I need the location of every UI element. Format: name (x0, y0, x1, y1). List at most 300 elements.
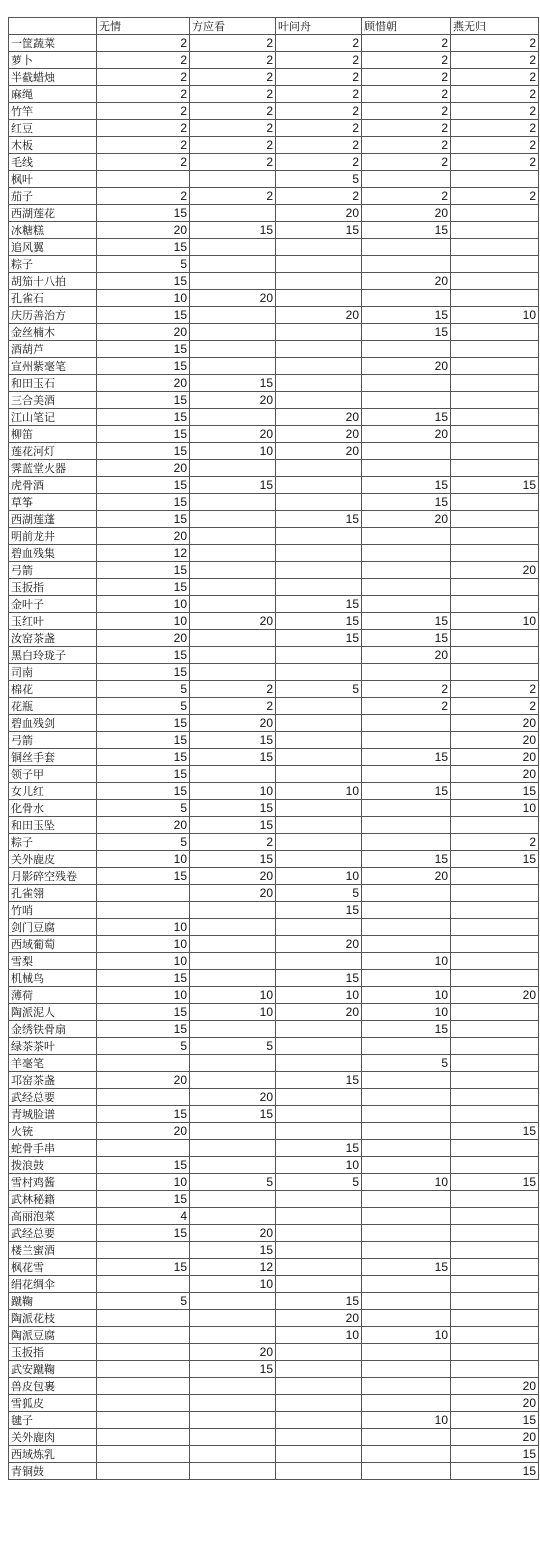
value-cell (97, 1089, 190, 1106)
value-cell: 15 (97, 494, 190, 511)
value-cell (97, 1327, 190, 1344)
value-cell: 20 (362, 273, 451, 290)
value-cell: 5 (190, 1174, 276, 1191)
table-row (9, 681, 539, 698)
table-row (9, 188, 539, 205)
value-cell (190, 630, 276, 647)
item-name-cell: 冰糖糕 (9, 222, 97, 239)
table-row (9, 1089, 539, 1106)
value-cell (276, 817, 362, 834)
table-row (9, 443, 539, 460)
value-cell: 4 (97, 1208, 190, 1225)
value-cell: 15 (97, 1191, 190, 1208)
item-name-cell: 西湖莲蓬 (9, 511, 97, 528)
value-cell: 5 (276, 885, 362, 902)
value-cell: 2 (362, 103, 451, 120)
value-cell (97, 1344, 190, 1361)
value-cell: 15 (190, 851, 276, 868)
value-cell (362, 715, 451, 732)
table-row (9, 817, 539, 834)
value-cell (276, 579, 362, 596)
value-cell (190, 1055, 276, 1072)
value-cell (451, 647, 539, 664)
value-cell: 5 (97, 800, 190, 817)
value-cell (190, 273, 276, 290)
value-cell: 2 (190, 86, 276, 103)
item-name-cell: 剑门豆腐 (9, 919, 97, 936)
table-row (9, 35, 539, 52)
value-cell: 15 (276, 511, 362, 528)
table-row (9, 664, 539, 681)
value-cell: 15 (362, 851, 451, 868)
value-cell (190, 1140, 276, 1157)
header-cell-yewenzhou: 叶问舟 (276, 18, 362, 35)
value-cell: 20 (190, 1344, 276, 1361)
value-cell: 15 (362, 409, 451, 426)
value-cell (190, 579, 276, 596)
item-name-cell: 女儿红 (9, 783, 97, 800)
value-cell: 2 (190, 120, 276, 137)
value-cell (276, 562, 362, 579)
table-row (9, 902, 539, 919)
value-cell: 2 (451, 137, 539, 154)
value-cell (362, 1429, 451, 1446)
value-cell: 20 (362, 426, 451, 443)
value-cell (276, 1208, 362, 1225)
value-cell (362, 239, 451, 256)
value-cell: 20 (362, 358, 451, 375)
value-cell (190, 409, 276, 426)
item-name-cell: 蹴鞠 (9, 1293, 97, 1310)
value-cell (190, 341, 276, 358)
value-cell: 15 (362, 1021, 451, 1038)
value-cell: 15 (362, 222, 451, 239)
table-row (9, 630, 539, 647)
table-row (9, 1361, 539, 1378)
value-cell (451, 1208, 539, 1225)
value-cell: 20 (97, 817, 190, 834)
value-cell: 15 (451, 783, 539, 800)
value-cell: 5 (97, 256, 190, 273)
value-cell: 20 (190, 885, 276, 902)
value-cell (276, 1123, 362, 1140)
value-cell: 5 (276, 171, 362, 188)
value-cell: 10 (276, 1157, 362, 1174)
value-cell (451, 392, 539, 409)
value-cell (362, 1072, 451, 1089)
value-cell (451, 1225, 539, 1242)
value-cell: 2 (190, 681, 276, 698)
item-name-cell: 茄子 (9, 188, 97, 205)
value-cell: 10 (97, 596, 190, 613)
value-cell: 20 (190, 426, 276, 443)
value-cell: 10 (276, 783, 362, 800)
value-cell (362, 732, 451, 749)
item-name-cell: 羊毫笔 (9, 1055, 97, 1072)
value-cell (451, 970, 539, 987)
value-cell: 2 (362, 188, 451, 205)
value-cell (451, 324, 539, 341)
value-cell: 10 (451, 307, 539, 324)
table-row (9, 171, 539, 188)
value-cell: 10 (97, 919, 190, 936)
table-row (9, 868, 539, 885)
item-name-cell: 碧血残剑 (9, 715, 97, 732)
value-cell (276, 1242, 362, 1259)
value-cell: 2 (190, 834, 276, 851)
value-cell (276, 273, 362, 290)
value-cell (451, 1259, 539, 1276)
value-cell (451, 1089, 539, 1106)
table-row (9, 392, 539, 409)
item-name-cell: 金叶子 (9, 596, 97, 613)
value-cell (276, 494, 362, 511)
value-cell: 2 (362, 681, 451, 698)
value-cell: 20 (451, 1429, 539, 1446)
value-cell: 15 (451, 1446, 539, 1463)
value-cell: 15 (190, 375, 276, 392)
value-cell (362, 375, 451, 392)
table-row (9, 375, 539, 392)
value-cell: 15 (190, 1106, 276, 1123)
table-row (9, 919, 539, 936)
value-cell: 20 (97, 460, 190, 477)
value-cell: 20 (190, 1225, 276, 1242)
value-cell (451, 664, 539, 681)
value-cell: 15 (97, 1157, 190, 1174)
value-cell (97, 1395, 190, 1412)
value-cell (362, 341, 451, 358)
value-cell: 2 (362, 35, 451, 52)
value-cell (362, 528, 451, 545)
value-cell: 15 (97, 783, 190, 800)
value-cell: 15 (190, 800, 276, 817)
value-cell: 2 (276, 103, 362, 120)
value-cell: 10 (97, 290, 190, 307)
value-cell: 2 (190, 35, 276, 52)
value-cell: 10 (362, 1174, 451, 1191)
value-cell (190, 664, 276, 681)
table-row (9, 749, 539, 766)
item-name-cell: 黑白玲珑子 (9, 647, 97, 664)
item-name-cell: 玉扳指 (9, 579, 97, 596)
value-cell: 15 (276, 222, 362, 239)
value-cell (190, 460, 276, 477)
table-row (9, 290, 539, 307)
item-name-cell: 铜丝手套 (9, 749, 97, 766)
value-cell: 20 (276, 936, 362, 953)
value-cell: 2 (451, 86, 539, 103)
value-cell: 20 (97, 630, 190, 647)
table-row (9, 511, 539, 528)
value-cell: 15 (97, 205, 190, 222)
value-cell: 2 (451, 188, 539, 205)
value-cell (190, 919, 276, 936)
value-cell (276, 341, 362, 358)
table-row (9, 1344, 539, 1361)
value-cell (276, 766, 362, 783)
item-name-cell: 高丽泡菜 (9, 1208, 97, 1225)
value-cell: 20 (276, 1004, 362, 1021)
value-cell: 2 (276, 52, 362, 69)
table-row (9, 579, 539, 596)
item-name-cell: 化骨水 (9, 800, 97, 817)
value-cell (276, 290, 362, 307)
value-cell (362, 443, 451, 460)
value-cell: 10 (190, 1276, 276, 1293)
value-cell: 10 (190, 987, 276, 1004)
value-cell (451, 579, 539, 596)
value-cell: 15 (276, 596, 362, 613)
value-cell (362, 171, 451, 188)
value-cell (190, 647, 276, 664)
value-cell: 15 (362, 324, 451, 341)
value-cell: 15 (276, 630, 362, 647)
value-cell: 20 (276, 307, 362, 324)
table-row (9, 1191, 539, 1208)
value-cell (97, 1055, 190, 1072)
item-name-cell: 碧血残集 (9, 545, 97, 562)
table-row (9, 1463, 539, 1480)
value-cell (451, 205, 539, 222)
value-cell (190, 1191, 276, 1208)
table-row (9, 1157, 539, 1174)
value-cell: 5 (97, 698, 190, 715)
value-cell: 20 (97, 375, 190, 392)
value-cell (362, 1293, 451, 1310)
value-cell (190, 205, 276, 222)
value-cell: 15 (97, 426, 190, 443)
value-cell (97, 1140, 190, 1157)
value-cell: 20 (190, 613, 276, 630)
table-row (9, 1327, 539, 1344)
item-name-cell: 半截蜡烛 (9, 69, 97, 86)
value-cell: 20 (451, 1395, 539, 1412)
value-cell (190, 902, 276, 919)
item-name-cell: 花瓶 (9, 698, 97, 715)
value-cell (451, 596, 539, 613)
item-name-cell: 萝卜 (9, 52, 97, 69)
value-cell: 15 (451, 477, 539, 494)
value-cell (97, 171, 190, 188)
header-cell-yanwugui: 燕无归 (451, 18, 539, 35)
table-row (9, 562, 539, 579)
table-row (9, 613, 539, 630)
item-name-cell: 霁蓝堂火器 (9, 460, 97, 477)
value-cell: 2 (451, 103, 539, 120)
value-cell (362, 1038, 451, 1055)
value-cell: 2 (451, 154, 539, 171)
item-name-cell: 和田玉石 (9, 375, 97, 392)
header-cell-guxichao: 顾惜朝 (362, 18, 451, 35)
value-cell: 15 (190, 1361, 276, 1378)
item-name-cell: 西湖莲花 (9, 205, 97, 222)
value-cell (276, 375, 362, 392)
value-cell: 5 (97, 1038, 190, 1055)
value-cell (362, 1395, 451, 1412)
item-name-cell: 绿茶茶叶 (9, 1038, 97, 1055)
value-cell: 15 (276, 902, 362, 919)
item-name-cell: 江山笔记 (9, 409, 97, 426)
value-cell (362, 1157, 451, 1174)
value-cell: 2 (190, 137, 276, 154)
value-cell: 15 (451, 851, 539, 868)
value-cell: 15 (97, 562, 190, 579)
value-cell: 20 (276, 205, 362, 222)
table-row (9, 1310, 539, 1327)
value-cell (362, 1344, 451, 1361)
table-row (9, 953, 539, 970)
table-row (9, 647, 539, 664)
value-cell (451, 409, 539, 426)
table-row (9, 494, 539, 511)
value-cell (451, 1310, 539, 1327)
value-cell (451, 1157, 539, 1174)
value-cell: 15 (362, 477, 451, 494)
item-name-cell: 绢花绸伞 (9, 1276, 97, 1293)
value-cell (190, 1327, 276, 1344)
value-cell: 2 (276, 137, 362, 154)
value-cell: 15 (97, 715, 190, 732)
value-cell (276, 1378, 362, 1395)
item-name-cell: 武经总要 (9, 1089, 97, 1106)
value-cell (276, 1055, 362, 1072)
table-row (9, 1259, 539, 1276)
item-name-cell: 蛇骨手串 (9, 1140, 97, 1157)
value-cell: 2 (362, 120, 451, 137)
value-cell: 20 (190, 1089, 276, 1106)
item-name-cell: 竹竿 (9, 103, 97, 120)
value-cell: 2 (97, 103, 190, 120)
value-cell: 10 (97, 936, 190, 953)
value-cell: 2 (362, 69, 451, 86)
gift-affinity-table (8, 17, 539, 1480)
table-row (9, 1208, 539, 1225)
table-row (9, 800, 539, 817)
value-cell: 15 (451, 1412, 539, 1429)
item-name-cell: 陶派泥人 (9, 1004, 97, 1021)
value-cell: 2 (451, 698, 539, 715)
value-cell (276, 1276, 362, 1293)
table-row (9, 1446, 539, 1463)
value-cell (362, 817, 451, 834)
value-cell (362, 664, 451, 681)
value-cell (362, 1225, 451, 1242)
value-cell: 15 (97, 647, 190, 664)
value-cell (276, 1446, 362, 1463)
table-row (9, 239, 539, 256)
item-name-cell: 三合美酒 (9, 392, 97, 409)
value-cell: 2 (97, 69, 190, 86)
item-name-cell: 雪狐皮 (9, 1395, 97, 1412)
table-row (9, 528, 539, 545)
value-cell: 20 (451, 732, 539, 749)
value-cell (190, 307, 276, 324)
value-cell: 10 (362, 953, 451, 970)
value-cell (276, 460, 362, 477)
value-cell: 2 (97, 188, 190, 205)
table-row (9, 460, 539, 477)
value-cell (451, 1004, 539, 1021)
value-cell (451, 1106, 539, 1123)
value-cell: 15 (362, 1259, 451, 1276)
item-name-cell: 柳笛 (9, 426, 97, 443)
value-cell (190, 970, 276, 987)
value-cell (190, 324, 276, 341)
table-row (9, 256, 539, 273)
value-cell (451, 239, 539, 256)
value-cell: 2 (362, 698, 451, 715)
value-cell: 2 (97, 120, 190, 137)
header-cell-corner (9, 18, 97, 35)
value-cell (362, 936, 451, 953)
item-name-cell: 胡笳十八拍 (9, 273, 97, 290)
value-cell (190, 1293, 276, 1310)
table-row (9, 1021, 539, 1038)
value-cell: 20 (362, 647, 451, 664)
table-row (9, 1072, 539, 1089)
table-row (9, 715, 539, 732)
value-cell (362, 256, 451, 273)
item-name-cell: 陶派花枝 (9, 1310, 97, 1327)
value-cell: 15 (97, 1259, 190, 1276)
value-cell: 5 (97, 834, 190, 851)
value-cell (362, 1106, 451, 1123)
value-cell: 20 (190, 290, 276, 307)
value-cell (190, 1378, 276, 1395)
value-cell (276, 1106, 362, 1123)
item-name-cell: 西域葡萄 (9, 936, 97, 953)
item-name-cell: 火铳 (9, 1123, 97, 1140)
item-name-cell: 红豆 (9, 120, 97, 137)
value-cell (451, 1242, 539, 1259)
item-name-cell: 粽子 (9, 256, 97, 273)
value-cell: 10 (451, 800, 539, 817)
value-cell: 10 (362, 1412, 451, 1429)
table-row (9, 885, 539, 902)
table-row (9, 1276, 539, 1293)
value-cell: 10 (190, 783, 276, 800)
value-cell (276, 851, 362, 868)
value-cell: 15 (97, 511, 190, 528)
value-cell (451, 919, 539, 936)
value-cell (97, 1242, 190, 1259)
item-name-cell: 麻绳 (9, 86, 97, 103)
value-cell (451, 953, 539, 970)
value-cell: 15 (97, 664, 190, 681)
value-cell (362, 1446, 451, 1463)
value-cell: 10 (362, 1327, 451, 1344)
item-name-cell: 毽子 (9, 1412, 97, 1429)
value-cell: 10 (276, 1327, 362, 1344)
value-cell (362, 902, 451, 919)
table-row (9, 987, 539, 1004)
table-body (9, 35, 539, 1480)
value-cell: 15 (362, 613, 451, 630)
value-cell: 2 (190, 154, 276, 171)
item-name-cell: 莲花河灯 (9, 443, 97, 460)
value-cell (190, 936, 276, 953)
table-row (9, 1293, 539, 1310)
table-row (9, 936, 539, 953)
item-name-cell: 草筝 (9, 494, 97, 511)
value-cell (190, 494, 276, 511)
table-row (9, 324, 539, 341)
value-cell (362, 1089, 451, 1106)
table-row (9, 1378, 539, 1395)
value-cell (190, 1072, 276, 1089)
value-cell (451, 1140, 539, 1157)
